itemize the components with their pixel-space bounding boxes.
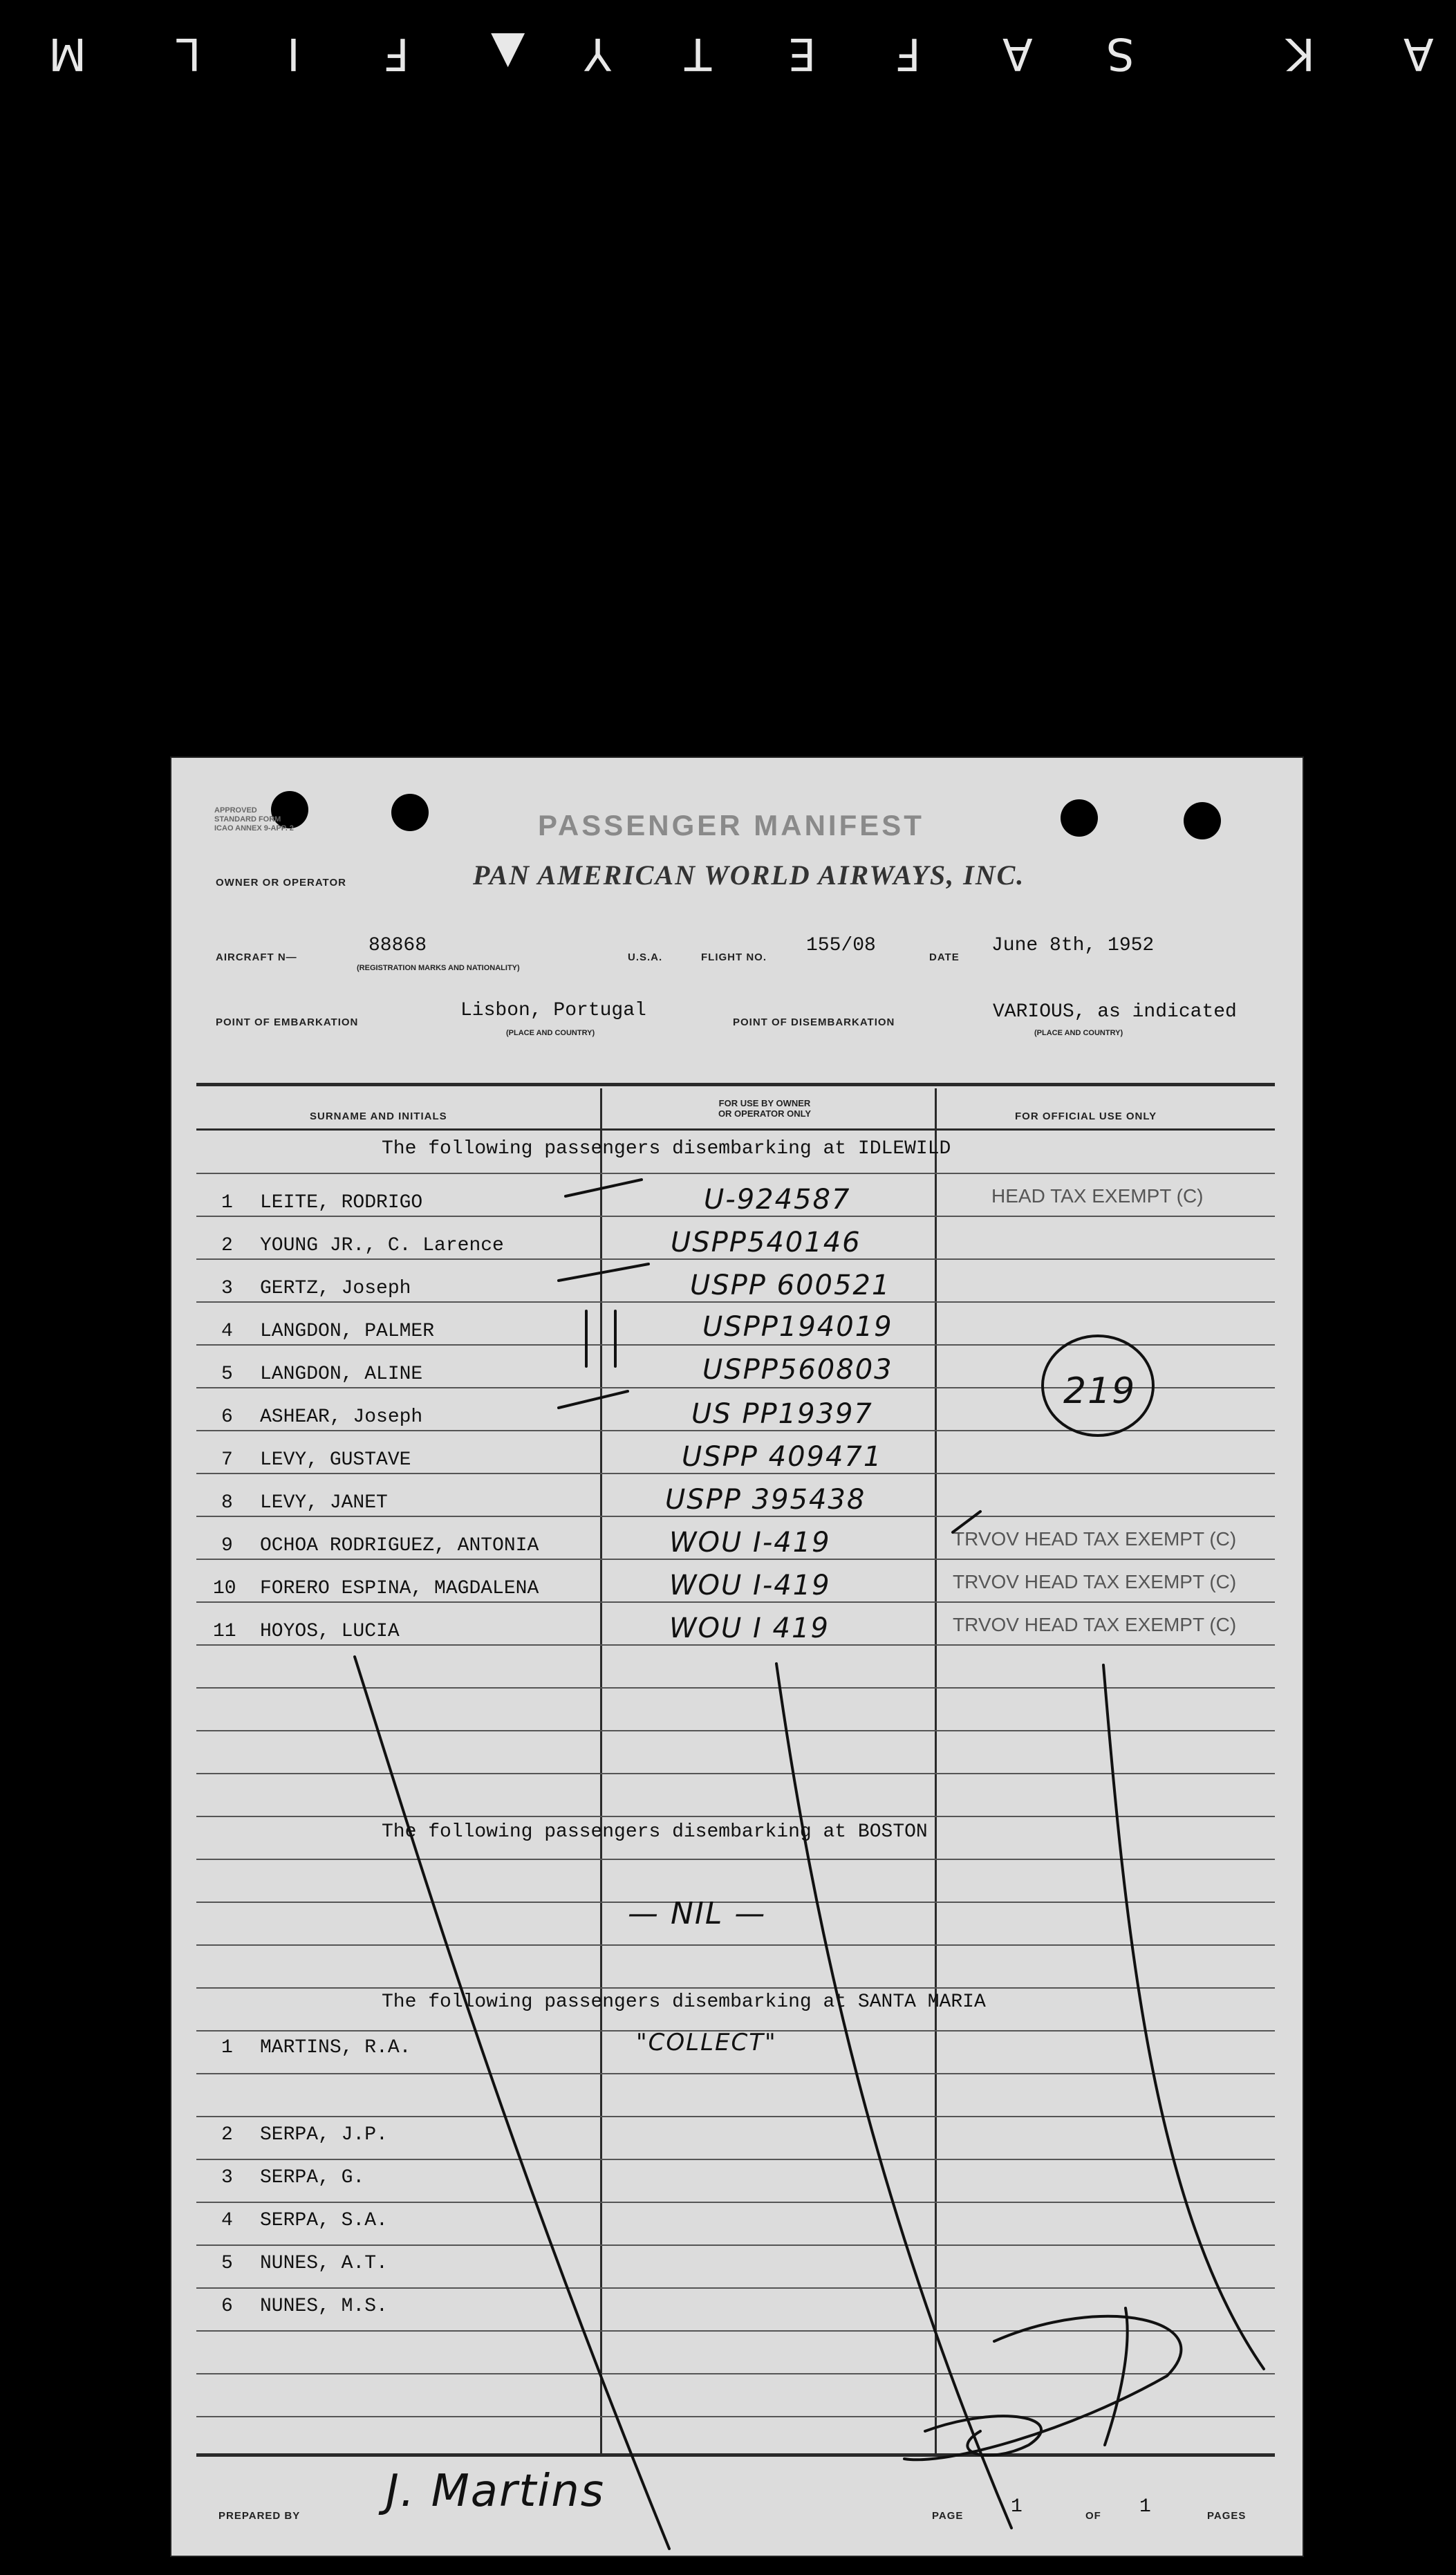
collect-note: "COLLECT" bbox=[636, 2029, 777, 2056]
tick-stroke bbox=[559, 1264, 648, 1281]
aircraft-sub: (REGISTRATION MARKS AND NATIONALITY) bbox=[357, 964, 520, 972]
preparer-signature: J. Martins bbox=[386, 2466, 606, 2517]
row-number: 11 bbox=[213, 1621, 236, 1642]
official-note: HEAD TAX EXEMPT (C) bbox=[991, 1185, 1204, 1207]
row-number: 2 bbox=[221, 2124, 233, 2146]
page-label: PAGE bbox=[932, 2510, 964, 2522]
prepared-by-label: PREPARED BY bbox=[218, 2510, 301, 2522]
row-number: 3 bbox=[221, 1278, 233, 1299]
passport-number: USPP194019 bbox=[702, 1311, 893, 1343]
row-number: 4 bbox=[221, 2210, 233, 2231]
film-letter: S bbox=[1106, 28, 1135, 79]
passenger-name: LEVY, GUSTAVE bbox=[260, 1449, 411, 1471]
diagonal-line bbox=[776, 1664, 1011, 2528]
manifest-page bbox=[171, 758, 1303, 2556]
passport-number: USPP560803 bbox=[702, 1354, 893, 1386]
film-letter: F bbox=[895, 28, 921, 79]
section-heading-boston: The following passengers disembarking at BOSTON bbox=[382, 1821, 928, 1843]
disembark-label: POINT OF DISEMBARKATION bbox=[733, 1016, 895, 1028]
diagonal-line bbox=[355, 1657, 669, 2549]
boston-nil-note: — NIL — bbox=[628, 1896, 767, 1931]
passenger-name: MARTINS, R.A. bbox=[260, 2037, 411, 2058]
passenger-name: SERPA, J.P. bbox=[260, 2124, 388, 2146]
initials-scrawl bbox=[904, 2316, 1181, 2460]
col-official-header: FOR OFFICIAL USE ONLY bbox=[1015, 1110, 1157, 1122]
row-number: 10 bbox=[213, 1578, 236, 1599]
film-letter: K bbox=[1286, 28, 1315, 79]
circle-mark bbox=[1043, 1336, 1153, 1435]
date-label: DATE bbox=[929, 951, 960, 963]
passport-number: WOU I 419 bbox=[669, 1612, 830, 1644]
tick-stroke bbox=[566, 1180, 642, 1196]
form-title: PASSENGER MANIFEST bbox=[538, 809, 924, 842]
embark-value: Lisbon, Portugal bbox=[460, 1000, 646, 1021]
disembark-value: VARIOUS, as indicated bbox=[993, 1001, 1237, 1023]
passport-number: USPP540146 bbox=[671, 1227, 861, 1258]
tick-stroke bbox=[953, 1512, 980, 1532]
passport-number: US PP19397 bbox=[691, 1398, 873, 1430]
passenger-name: LANGDON, PALMER bbox=[260, 1321, 435, 1342]
diagonal-line bbox=[1103, 1665, 1264, 2369]
film-letter: L bbox=[176, 28, 201, 79]
film-letter: ▲ bbox=[491, 28, 525, 79]
official-circled-number: 219 bbox=[1063, 1370, 1137, 1412]
embark-sub: (PLACE AND COUNTRY) bbox=[506, 1029, 595, 1037]
section-heading-idlewild: The following passengers disembarking at IDLEWILD bbox=[382, 1138, 951, 1160]
passenger-name: ASHEAR, Joseph bbox=[260, 1406, 423, 1428]
disembark-sub: (PLACE AND COUNTRY) bbox=[1034, 1029, 1123, 1037]
official-note: TRVOV HEAD TAX EXEMPT (C) bbox=[953, 1614, 1237, 1635]
film-letter: A bbox=[1002, 28, 1033, 79]
passenger-name: LEVY, JANET bbox=[260, 1492, 388, 1514]
owner-value: PAN AMERICAN WORLD AIRWAYS, INC. bbox=[473, 859, 1025, 891]
date-value: June 8th, 1952 bbox=[991, 935, 1155, 956]
row-number: 7 bbox=[221, 1449, 233, 1471]
row-number: 6 bbox=[221, 1406, 233, 1428]
row-number: 2 bbox=[221, 1235, 233, 1256]
passenger-name: NUNES, A.T. bbox=[260, 2253, 388, 2274]
aircraft-value: 88868 bbox=[368, 935, 427, 956]
flight-value: 155/08 bbox=[806, 935, 876, 956]
passenger-name: LANGDON, ALINE bbox=[260, 1364, 423, 1385]
film-letter: T bbox=[684, 28, 712, 79]
film-letter: I bbox=[287, 28, 300, 79]
passport-number: USPP 409471 bbox=[682, 1441, 883, 1473]
film-letter: M bbox=[48, 28, 87, 79]
col-surname-header: SURNAME AND INITIALS bbox=[310, 1110, 447, 1122]
initials-scrawl bbox=[1105, 2308, 1128, 2445]
owner-label: OWNER OR OPERATOR bbox=[216, 877, 346, 889]
passport-number: USPP 600521 bbox=[690, 1270, 891, 1301]
passport-number: USPP 395438 bbox=[665, 1484, 866, 1516]
row-number: 5 bbox=[221, 2253, 233, 2274]
official-note: TRVOV HEAD TAX EXEMPT (C) bbox=[953, 1571, 1237, 1592]
section-heading-santa-maria: The following passengers disembarking at SANTA MARIA bbox=[382, 1991, 986, 2013]
row-number: 9 bbox=[221, 1535, 233, 1556]
embark-label: POINT OF EMBARKATION bbox=[216, 1016, 359, 1028]
row-number: 3 bbox=[221, 2167, 233, 2188]
passenger-name: LEITE, RODRIGO bbox=[260, 1192, 423, 1214]
film-strip-edge bbox=[0, 0, 1456, 90]
row-number: 1 bbox=[221, 2037, 233, 2058]
bracket-stroke bbox=[586, 1311, 615, 1366]
passport-number: WOU I-419 bbox=[669, 1527, 831, 1559]
official-note: TRVOV HEAD TAX EXEMPT (C) bbox=[953, 1528, 1237, 1550]
aircraft-label: AIRCRAFT N— bbox=[216, 951, 297, 963]
nationality: U.S.A. bbox=[628, 951, 663, 963]
passenger-name: SERPA, S.A. bbox=[260, 2210, 388, 2231]
passenger-name: YOUNG JR., C. Larence bbox=[260, 1235, 504, 1256]
col-operator-header: FOR USE BY OWNER OR OPERATOR ONLY bbox=[718, 1098, 812, 1119]
passport-number: U-924587 bbox=[704, 1184, 851, 1216]
film-letter: F bbox=[384, 28, 409, 79]
film-letter: Y bbox=[584, 28, 612, 79]
page-total: 1 bbox=[1139, 2496, 1151, 2518]
passport-number: WOU I-419 bbox=[669, 1570, 831, 1601]
form-approval: APPROVED STANDARD FORM ICAO ANNEX 9-APP. 2 bbox=[214, 806, 294, 833]
pages-label: PAGES bbox=[1207, 2510, 1247, 2522]
page-number: 1 bbox=[1011, 2496, 1023, 2518]
passenger-name: OCHOA RODRIGUEZ, ANTONIA bbox=[260, 1535, 539, 1556]
passenger-name: SERPA, G. bbox=[260, 2167, 365, 2188]
tick-stroke bbox=[559, 1391, 628, 1408]
flight-label: FLIGHT NO. bbox=[701, 951, 767, 963]
passenger-name: HOYOS, LUCIA bbox=[260, 1621, 400, 1642]
film-letter: E bbox=[788, 28, 816, 79]
of-label: OF bbox=[1085, 2510, 1101, 2522]
row-number: 4 bbox=[221, 1321, 233, 1342]
row-number: 8 bbox=[221, 1492, 233, 1514]
handwritten-marks bbox=[171, 758, 1303, 2556]
row-number: 6 bbox=[221, 2296, 233, 2317]
row-number: 1 bbox=[221, 1192, 233, 1214]
row-number: 5 bbox=[221, 1364, 233, 1385]
passenger-name: FORERO ESPINA, MAGDALENA bbox=[260, 1578, 539, 1599]
passenger-name: NUNES, M.S. bbox=[260, 2296, 388, 2317]
film-letter: A bbox=[1403, 28, 1434, 79]
passenger-name: GERTZ, Joseph bbox=[260, 1278, 411, 1299]
